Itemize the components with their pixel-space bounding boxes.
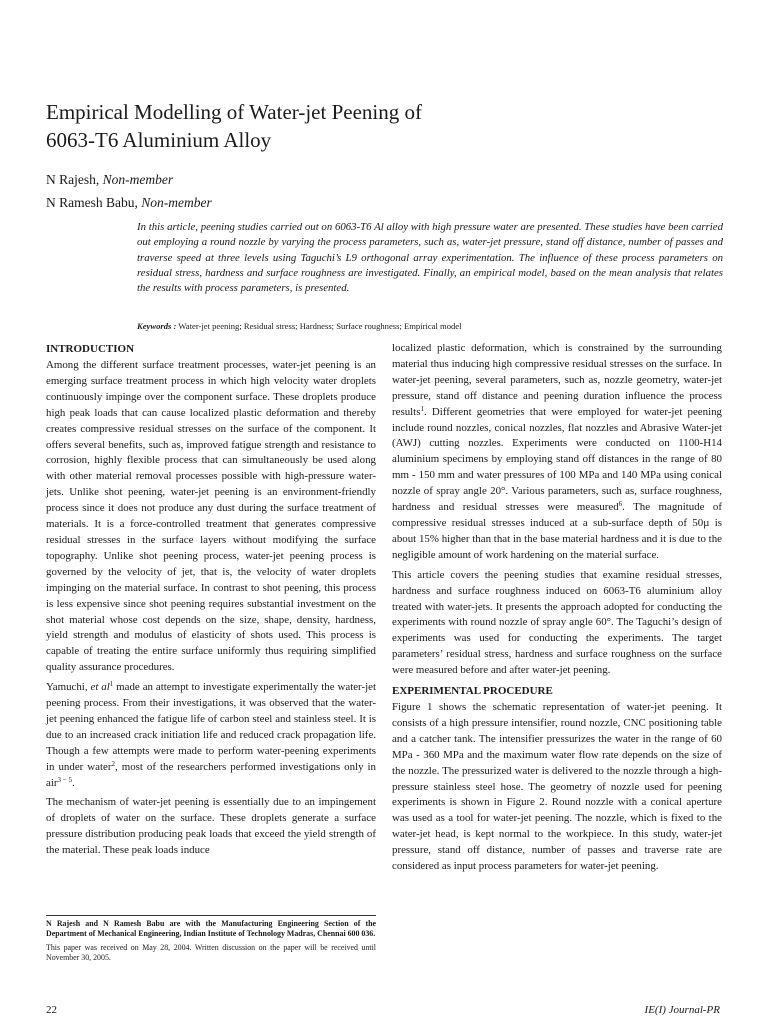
right-paragraph-3: Figure 1 shows the schematic representation of water-jet peening. It consists of a high pressure intensifier, round nozzle, CNC positioning table and a catcher tank. The intensifier pressurizes the water in the range of 60 MPa - 360 MPa and the maximum water flow rate depends on the size of the nozzle. The pressurized water is delivered to the nozzle through a high-pressure stainless steel hose. The geometry of nozzle used for peening experiments is shown in Figure 2. Round nozzle with a conical aperture was used as a tool for water-jet peening. The nozzle, which is fixed to the water-jet head, is kept normal to the workpiece. In this study, water-jet pressure, stand off distance, number of passes and traverse rate are considered as input process parameters for water-jet peening. bbox=[392, 701, 722, 873]
intro-paragraph-1: Among the different surface treatment processes, water-jet peening is an emerging surface treatment process in which high velocity water droplets continuously impinge over the component surface. These droplets produce high peak loads that can cause localized plastic deformation and thereby creates compressive residual stresses on the surface of the component. It offers several benefits, such as, improved fatigue strength and resistance to corrosion, highly flexible process that can simultaneously be used along with other material removal processes possible with high-pressure water-jets. Unlike shot peening, water-jet peening is an environment-friendly process since it does not produce any dust during the surface treatment of materials. It is a force-controlled treatment that generates compressive residual stresses in the surface layers without modifying the surface topography. Unlike shot peening process, water-jet peening process is governed by the velocity of jet, that is, the velocity of water droplets impinging on the material surface. In contrast to shot peening, this process is less expensive since shot peening requires substantial investment on the shot material whose cost depends on the size, shape, density, hardness, yield strength and modulus of elasticity of shots used. This process is capable of treating the entire surface uniformly thus requiring simplified quality assurance procedures. bbox=[46, 359, 376, 674]
ref-1: 1 bbox=[109, 680, 114, 689]
rp1-c: . The magnitude of compressive residual stresses induced at a sub-surface depth of 50µ is about 15% higher than that in the base material hardness and it is due to the negligible amount of work hardening on the material surface. bbox=[392, 501, 722, 561]
paper-title bbox=[46, 98, 606, 154]
page-number: 22 bbox=[46, 1004, 57, 1016]
author-2-name: N Ramesh Babu, bbox=[46, 195, 142, 210]
keywords-label: Keywords : bbox=[137, 321, 177, 331]
ref-2: 2 bbox=[111, 759, 115, 768]
introduction-heading: INTRODUCTION bbox=[46, 343, 135, 355]
p2-text-a: made an attempt to investigate experimentally the water-jet peening process. From their investigations, it was observed that the water-jet peening enhanced the fatigue life of carbon steel and stainless steel. It is due to an increased crack initiation life and reduced crack propagation life. Though a few attempts were made to perform water-peening experiments in under water bbox=[46, 681, 376, 773]
p2-author: Yamuchi, bbox=[46, 681, 91, 694]
left-column bbox=[46, 341, 376, 863]
rp1-a: localized plastic deformation, which is constrained by the surrounding material thus inducing high compressive residual stresses on the surface. In water-jet peening, several parameters, such as, nozzle geometry, water-jet pressure, stand off distance and peening duration influence the process results bbox=[392, 342, 722, 418]
author-1 bbox=[46, 168, 212, 191]
footnote bbox=[46, 915, 376, 964]
right-paragraph-2: This article covers the peening studies that examine residual stresses, hardness and surface roughness induced on 6063-T6 aluminium alloy treated with water-jets. It presents the approach adopted for conducting the experiments with round nozzle of spray angle 60°. The Taguchi’s design of experiments was used for conducting the experiments. The target parameters’ residual stress, hardness and surface roughness on the surface were measured before and after water-jet peening. bbox=[392, 568, 722, 677]
footnote-received: This paper was received on May 28, 2004. Written discussion on the paper will be received until November 30, 2005. bbox=[46, 942, 376, 963]
rp1-ref-1: 1 bbox=[420, 404, 424, 413]
footnote-affiliation: N Rajesh and N Ramesh Babu are with the Manufacturing Engineering Section of the Department of Mechanical Engineering, Indian Institute of Technology Madras, Chennai 600 036. bbox=[46, 919, 376, 939]
author-2-role: Non-member bbox=[141, 195, 212, 210]
author-list bbox=[46, 168, 212, 214]
abstract: In this article, peening studies carried out on 6063-T6 Al alloy with high pressure water are presented. These studies have been carried out employing a round nozzle by varying the process parameters, such as, water-jet pressure, stand off distance, number of passes and traverse speed at three levels using Taguchi’s L9 orthogonal array experimentation. The influence of these process parameters on residual stress, hardness and surface roughness are investigated. Finally, an empirical model, based on the mean analysis that relates the results with process parameters, is presented. bbox=[137, 221, 723, 295]
p2-text-c: . bbox=[71, 776, 75, 789]
p2-text-b: , most of the researchers performed investigations only in air bbox=[46, 760, 377, 789]
intro-paragraph-2 bbox=[46, 680, 376, 791]
rp1-b: . Different geometries that were employed for water-jet peening include round nozzles, conical nozzles, flat nozzles and Abrasive Water-jet (AWJ) cutting nozzles. Experiments were conducted on 1100-H14 aluminium specimens by employing stand off distances in the range of 80 mm - 150 mm and water pressures of 100 MPa and 140 MPa using conical nozzle of spray angle 20°. Various parameters, such as, surface roughness, hardness and residual stresses were measured bbox=[392, 405, 722, 514]
journal-name: IE(I) Journal-PR bbox=[644, 1004, 720, 1016]
author-2 bbox=[46, 191, 212, 214]
ref-3-5: 3 − 5 bbox=[57, 775, 72, 784]
rp1-ref-6: 6 bbox=[618, 500, 623, 509]
title-line-2: 6063-T6 Aluminium Alloy bbox=[46, 128, 272, 152]
keywords bbox=[137, 320, 723, 332]
title-line-1: Empirical Modelling of Water-jet Peening of bbox=[46, 100, 422, 124]
keywords-text: Water-jet peening; Residual stress; Hardness; Surface roughness; Empirical model bbox=[176, 321, 462, 331]
right-paragraph-1 bbox=[392, 341, 722, 564]
p2-etal: et al bbox=[90, 681, 110, 694]
experimental-procedure-heading: EXPERIMENTAL PROCEDURE bbox=[392, 685, 553, 698]
author-1-role: Non-member bbox=[102, 172, 174, 187]
author-1-name: N Rajesh, bbox=[46, 172, 103, 187]
right-column bbox=[392, 341, 722, 879]
intro-paragraph-3: The mechanism of water-jet peening is essentially due to an impingement of droplets of water on the surface. These droplets generate a surface pressure distribution producing peak loads that exceed the yield strength of the material. These peak loads induce bbox=[46, 796, 376, 857]
